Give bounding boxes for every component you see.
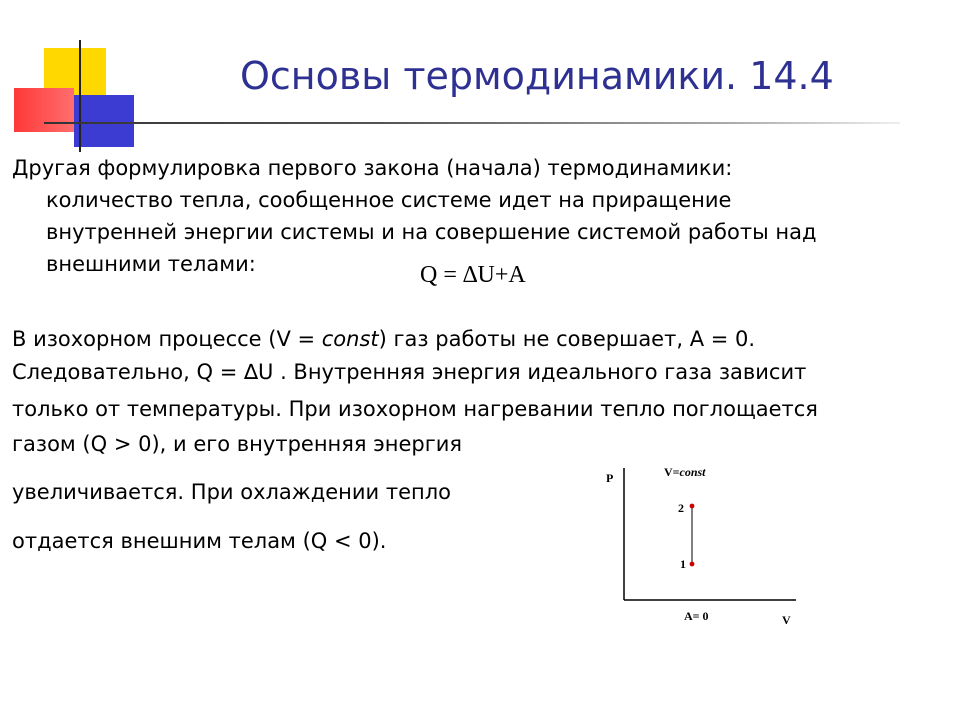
paragraph2-line1 [12,323,755,355]
isochoric-pv-diagram [600,458,820,638]
point-2-label: 2 [678,501,684,515]
paragraph2-line6: отдается внешним телам (Q < 0). [12,529,387,553]
decor-horizontal-line [44,122,900,124]
decor-vertical-line [79,40,81,152]
paragraph1-line4: внешними телами: [46,252,256,276]
paragraph1-line3: внутренней энергии системы и на совершение системой работы над [46,220,817,244]
p2-l1-end: ) газ работы не совершает, A = 0. [378,327,756,351]
point-1-label: 1 [680,557,686,571]
work-label: A= 0 [684,609,709,623]
decor-blue-square [74,95,134,147]
point-1-marker [690,562,695,567]
process-label-prefix: V= [664,465,680,479]
paragraph1-line1: Другая формулировка первого закона (начала) термодинамики: [12,156,733,180]
p2-l1-const: const [321,327,379,351]
p2-l1-start: В изохорном процессе (V = [12,327,322,351]
slide-title: Основы термодинамики. 14.4 [240,54,834,98]
point-2-marker [690,504,695,509]
process-label [664,465,706,479]
y-axis-label: P [606,471,614,485]
decor-red-square [14,88,74,132]
x-axis-label: V [782,613,791,627]
paragraph2-line3: только от температуры. При изохорном нагревании тепло поглощается [12,397,818,421]
paragraph2-line4: газом (Q > 0), и его внутренняя энергия [12,432,463,456]
paragraph2-line5: увеличивается. При охлаждении тепло [12,480,452,504]
paragraph2-line2: Следовательно, Q = ∆U . Внутренняя энергия идеального газа зависит [12,360,807,384]
process-label-const: const [679,465,706,479]
paragraph1-line2: количество тепла, сообщенное системе идет на приращение [46,188,732,212]
first-law-formula: Q = ∆U+A [420,262,526,288]
